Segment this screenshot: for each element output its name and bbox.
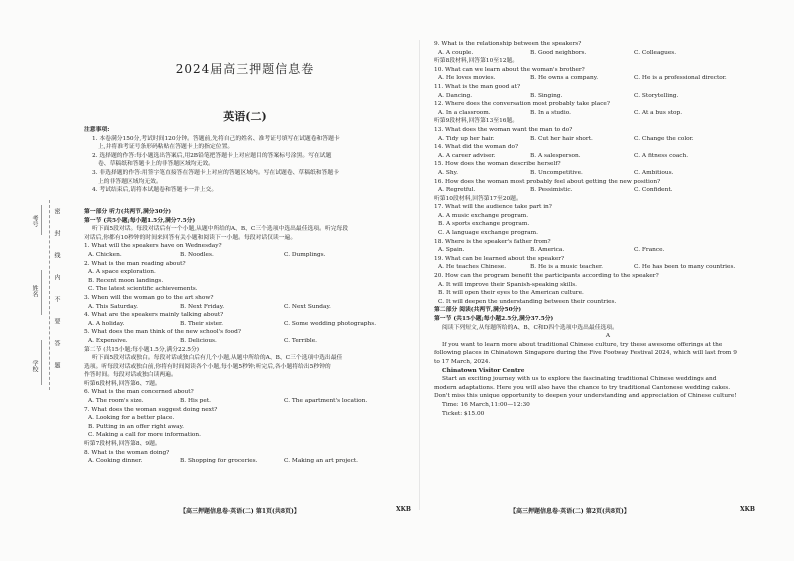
option-b: B. Shopping for groceries. — [180, 458, 258, 465]
option-b: B. Pessimistic. — [530, 187, 573, 194]
options-row — [434, 109, 782, 118]
option-line: A. Looking for a better place. — [88, 415, 175, 422]
footer-right-code: XKB — [740, 506, 755, 513]
option-b: B. His pet. — [180, 398, 211, 405]
option-line: A. It will improve their Spanish-speaking skills. — [438, 281, 578, 288]
option-a: A. He loves movies. — [438, 75, 496, 82]
text-line: 听第10段材料,回答第17至20题。 — [434, 195, 522, 202]
section-heading: 第一部分 听力(共两节,满分30分) — [84, 209, 172, 215]
option-c: C. The apartment's location. — [284, 398, 368, 405]
option-line: C. A language exchange program. — [438, 230, 538, 237]
option-b: B. Cut her hair short. — [530, 135, 593, 142]
option-line: A. A music exchange program. — [438, 212, 529, 219]
option-a: A. In a classroom. — [438, 109, 491, 116]
text-line: 16. How does the woman most probably feel about getting the new position? — [434, 178, 661, 185]
text-line: 5. What does the man think of the new school's food? — [84, 329, 241, 336]
text-line: 阅读下列短文,从每题所给的A、B、C和D四个选项中选出最佳选项。 — [442, 324, 618, 331]
exam-title: 2024届高三押题信息卷 — [175, 62, 315, 76]
option-b: B. Good neighbors. — [530, 49, 587, 56]
section-heading: 第二部分 阅读(共两节,满分50分) — [434, 307, 522, 314]
option-line: B. It will open their eyes to the American culture. — [438, 290, 584, 297]
option-a: A. Dancing. — [438, 92, 473, 99]
notice-line: 3. 非选择题的作答:用签字笔直接答在答题卡上对应的答题区域内。写在试题卷、草稿纸和答题卡 — [92, 169, 339, 176]
text-line: 14. What did the woman do? — [434, 144, 519, 151]
option-a: A. A couple. — [438, 49, 474, 56]
option-a: A. A holiday. — [88, 320, 125, 327]
text-line: 1. What will the speakers have on Wednesday? — [84, 243, 222, 250]
option-line: C. Making a call for more information. — [88, 432, 201, 439]
option-line: C. The latest scientific achievements. — [88, 286, 198, 293]
option-a: A. He teaches Chinese. — [438, 264, 507, 271]
options-row — [434, 169, 782, 178]
text-line: 15. How does the woman describe herself? — [434, 161, 561, 168]
options-row — [84, 457, 406, 466]
school-line — [41, 340, 42, 385]
options-row — [84, 397, 406, 406]
text-line: 3. When will the woman go to the art show? — [84, 294, 214, 301]
option-line: C. It will deepen the understanding between their countries. — [438, 298, 617, 305]
option-c: C. France. — [634, 247, 665, 254]
notice-line: 卷、草稿纸和答题卡上的非答题区域均无效。 — [98, 161, 214, 168]
right-column-questions — [434, 40, 782, 418]
seal-dashed-line — [49, 200, 50, 390]
text-line: Start an exciting journey with us to explore the fascinating traditional Chinese weddings and — [442, 376, 717, 383]
option-c: C. Making an art project. — [284, 458, 359, 465]
text-line: 8. What is the woman doing? — [84, 449, 170, 456]
seal-char: 答 — [53, 340, 60, 346]
binding-margin — [8, 200, 76, 390]
option-b: B. He is a music teacher. — [530, 264, 603, 271]
text-line: 17. What will the audience take part in? — [434, 204, 552, 211]
option-c: C. Colleagues. — [634, 49, 677, 56]
text-line: Ticket: $15.00 — [442, 410, 485, 417]
text-line: to 17 March, 2024. — [434, 358, 491, 365]
options-row — [84, 303, 406, 312]
option-a: A. Spain. — [438, 247, 465, 254]
option-a: A. Regretful. — [438, 187, 476, 194]
option-line: B. A sports exchange program. — [438, 221, 530, 228]
text-line: 13. What does the woman want the man to do? — [434, 126, 573, 133]
option-line: B. Recent moon landings. — [88, 277, 164, 284]
notice-line: 上的非答题区域均无效。 — [98, 178, 162, 185]
notice-line: 上,并将准考证号条形码粘贴在答题卡上的指定位置。 — [98, 144, 234, 151]
exam-number-line — [41, 205, 42, 235]
option-a: A. A career adviser. — [438, 152, 496, 159]
seal-char: 内 — [53, 274, 60, 280]
option-b: B. Next Friday. — [180, 303, 225, 310]
option-b: B. America. — [530, 247, 565, 254]
options-row — [84, 251, 406, 260]
options-row — [434, 152, 782, 161]
notice-line: 2. 选择题的作答:每小题选出答案后,用2B铅笔把答题卡上对应题目的答案标号涂黑。写在试题 — [92, 152, 332, 159]
notice-heading: 注意事项: — [84, 127, 110, 133]
option-c: C. Storytelling. — [634, 92, 679, 99]
seal-char: 不 — [53, 296, 60, 302]
text-line: 听第6段材料,回答第6、7题。 — [84, 380, 161, 387]
option-c: C. Ambitious. — [634, 169, 674, 176]
footer-right: 【高三押题信息卷·英语(二) 第2页(共8页)】 — [510, 508, 630, 515]
text-line: A — [605, 333, 611, 340]
option-c: C. Some wedding photographs. — [284, 320, 377, 327]
text-line: Chinatown Visitor Centre — [442, 367, 525, 374]
column-divider — [419, 40, 420, 510]
left-column-questions — [84, 208, 406, 466]
text-line: Time: 16 March,11:00—12:30 — [442, 401, 530, 408]
options-row — [434, 74, 782, 83]
text-line: 选项。听每段对话或独白前,你将有时间阅读各个小题,每小题5秒钟;听完后,各小题将给出5秒钟的 — [84, 363, 331, 370]
side-label-school: 学校 — [31, 360, 38, 372]
option-line: B. Putting in an offer right away. — [88, 423, 184, 430]
text-line: 7. What does the woman suggest doing next? — [84, 406, 218, 413]
option-b: B. Their sister. — [180, 320, 223, 327]
text-line: 11. What is the man good at? — [434, 83, 521, 90]
side-label-name: 姓名 — [31, 285, 38, 297]
text-line: 第二节 (共15小题;每小题1.5分,满分22.5分) — [84, 346, 200, 353]
side-label-exam-number: 考号 — [31, 215, 38, 227]
notice-line: 1. 本卷满分150分,考试时间120分钟。答题前,先将自己的姓名、准考证号填写在试题卷和答题卡 — [92, 135, 340, 142]
option-b: B. Delicious. — [180, 337, 217, 344]
text-line: 听第7段材料,回答第8、9题。 — [84, 441, 161, 448]
seal-char: 要 — [53, 318, 60, 324]
options-row — [84, 320, 406, 329]
option-c: C. Next Sunday. — [284, 303, 331, 310]
option-b: B. A salesperson. — [530, 152, 581, 159]
option-b: B. Uncompetitive. — [530, 169, 583, 176]
option-c: C. He has been to many countries. — [634, 264, 736, 271]
option-a: A. Expensive. — [88, 337, 128, 344]
text-line: 9. What is the relationship between the speakers? — [434, 41, 582, 47]
options-row — [84, 337, 406, 346]
text-line: If you want to learn more about traditional Chinese culture, try these awesome offerings at the — [442, 341, 723, 348]
option-c: C. Dumplings. — [284, 251, 326, 258]
option-a: A. The room's size. — [88, 398, 144, 405]
option-c: C. He is a professional director. — [634, 75, 727, 82]
notice-line: 4. 考试结束后,请将本试题卷和答题卡一并上交。 — [92, 187, 218, 194]
text-line: 对话后,你都有10秒钟的时间来回答有关小题和阅读下一小题。每段对话仅读一遍。 — [84, 234, 297, 241]
footer-left-code: XKB — [396, 506, 411, 513]
section-heading: 第一节 (共5小题;每小题1.5分,满分7.5分) — [84, 217, 196, 224]
seal-char: 密 — [53, 208, 60, 214]
options-row — [434, 49, 782, 58]
text-line: 20. How can the program benefit the participants according to the speaker? — [434, 273, 659, 280]
option-b: B. Noodles. — [180, 251, 214, 258]
text-line: 6. What is the man concerned about? — [84, 389, 194, 396]
text-line: 2. What is the man reading about? — [84, 260, 186, 267]
section-heading: 第一节 (共15小题;每小题2.5分,满分37.5分) — [434, 316, 554, 322]
text-line: 听下面5段对话。每段对话后有一个小题,从题中所给的A、B、C三个选项中选出最佳选项。听完每段 — [92, 226, 349, 233]
option-c: C. Confident. — [634, 187, 673, 194]
options-row — [434, 92, 782, 101]
seal-char: 封 — [53, 230, 60, 236]
text-line: 听下面5段对话或独白。每段对话或独白后有几个小题,从题中所给的A、B、C三个选项中选出最佳 — [92, 355, 343, 362]
text-line: 12. Where does the conversation most probably take place? — [434, 101, 610, 108]
option-a: A. Shy. — [438, 169, 458, 176]
text-line: modern adaptations. Here you will also have the chance to try traditional Cantonese wedding cakes. — [434, 384, 731, 391]
option-c: C. At a bus stop. — [634, 109, 683, 116]
exam-subtitle: 英语(二) — [223, 110, 267, 123]
name-line — [41, 270, 42, 315]
footer-left: 【高三押题信息卷·英语(二) 第1页(共8页)】 — [180, 508, 300, 515]
seal-char: 线 — [53, 252, 60, 258]
options-row — [434, 135, 782, 144]
text-line: 10. What can we learn about the woman's brother? — [434, 66, 585, 73]
text-line: 19. What can be learned about the speaker? — [434, 255, 565, 262]
notice-block — [84, 126, 406, 195]
option-a: A. This Saturday. — [88, 303, 138, 310]
text-line: following places in Chinatown Singapore during the Five Footway Festival 2024, which will last from 9 — [434, 350, 737, 357]
seal-char: 题 — [53, 362, 60, 368]
option-c: C. A fitness coach. — [634, 152, 689, 159]
options-row — [434, 246, 782, 255]
option-a: A. Tidy up her hair. — [438, 135, 495, 142]
option-c: C. Change the color. — [634, 135, 694, 142]
text-line: Don't miss this unique opportunity to deepen your understanding and appreciation of Chinese culture! — [434, 393, 737, 400]
text-line: 听第8段材料,回答第10至12题。 — [434, 58, 519, 65]
option-b: B. In a studio. — [530, 109, 571, 116]
options-row — [434, 186, 782, 195]
text-line: 4. What are the speakers mainly talking about? — [84, 312, 224, 319]
text-line: 作答时间。每段对话或独白读两遍。 — [84, 372, 177, 379]
option-a: A. Chicken. — [88, 251, 122, 258]
options-row — [434, 263, 782, 272]
option-line: A. A space exploration. — [88, 269, 156, 276]
text-line: 听第9段材料,回答第13至16题。 — [434, 118, 519, 125]
text-line: 18. Where is the speaker's father from? — [434, 238, 551, 245]
option-a: A. Cooking dinner. — [88, 458, 143, 465]
option-b: B. Singing. — [530, 92, 563, 99]
option-c: C. Terrible. — [284, 337, 317, 344]
option-b: B. He owns a company. — [530, 75, 599, 82]
